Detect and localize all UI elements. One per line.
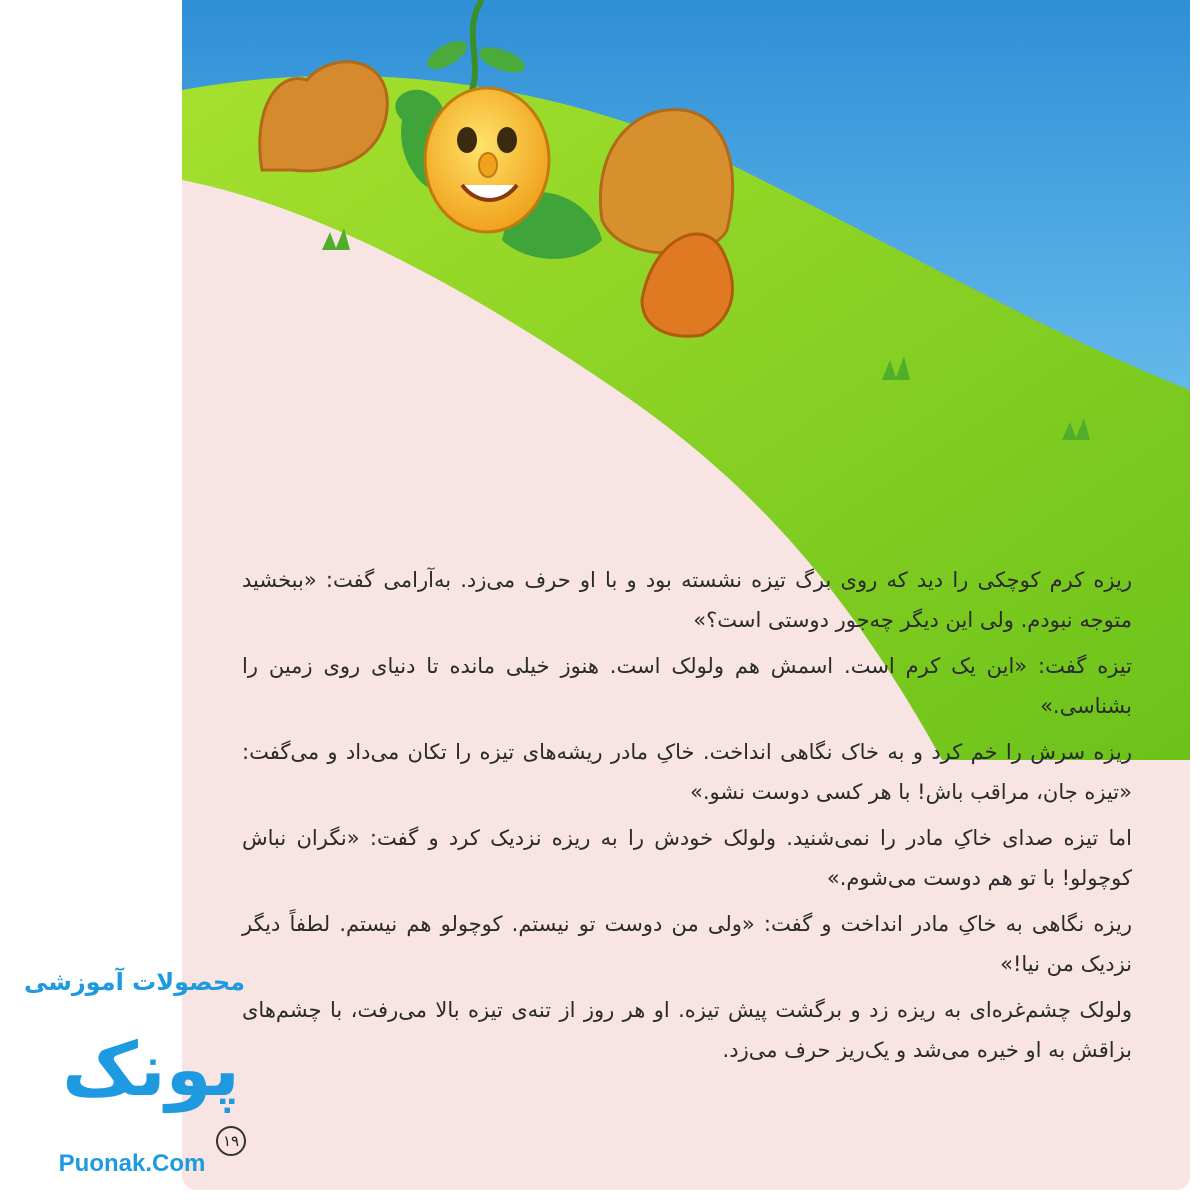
story-paragraph: ولولک چشم‌غره‌ای به ریزه زد و برگشت پیش تیزه. او هر روز از تنه‌ی تیزه بالا می‌رفت، با چشم‌های بزاقش به او خیره می‌شد و یک‌ریز حرف می‌زد.: [242, 998, 1132, 1062]
story-paragraph: ریزه سرش را خم کرد و به خاک نگاهی انداخت. خاکِ مادر ریشه‌های تیزه را تکان می‌داد و می‌گفت: «تیزه جان، مراقب باش! با هر کسی دوست نشو.»: [242, 740, 1132, 804]
watermark-brand: پونک: [62, 1027, 240, 1113]
watermark-tagline: محصولات آموزشی: [23, 968, 246, 996]
eye-right: [497, 127, 517, 153]
story-text: [242, 560, 1132, 1076]
book-page: [182, 0, 1190, 1190]
story-paragraph: ریزه نگاهی به خاکِ مادر انداخت و گفت: «ولی من دوست تو نیستم. کوچولو هم نیستم. لطفاً دیگر نزدیک من نیا!»: [242, 912, 1132, 976]
nose: [479, 153, 497, 177]
story-paragraph: اما تیزه صدای خاکِ مادر را نمی‌شنید. ولولک خودش را به ریزه نزدیک کرد و گفت: «نگران نباش کوچولو! با تو هم دوست می‌شوم.»: [242, 826, 1132, 890]
story-paragraph: تیزه گفت: «این یک کرم است. اسمش هم ولولک است. هنوز خیلی مانده تا دنیای روی زمین را بشناسی.»: [242, 654, 1132, 718]
page-number: ۱۹: [216, 1126, 246, 1156]
eye-left: [457, 127, 477, 153]
watermark-url: Puonak.Com: [58, 1150, 206, 1177]
story-paragraph: ریزه کرم کوچکی را دید که روی برگ تیزه نشسته بود و با او حرف می‌زد. به‌آرامی گفت: «ببخشید متوجه نبودم. ولی این دیگر چه‌جور دوستی است؟»: [242, 568, 1132, 632]
